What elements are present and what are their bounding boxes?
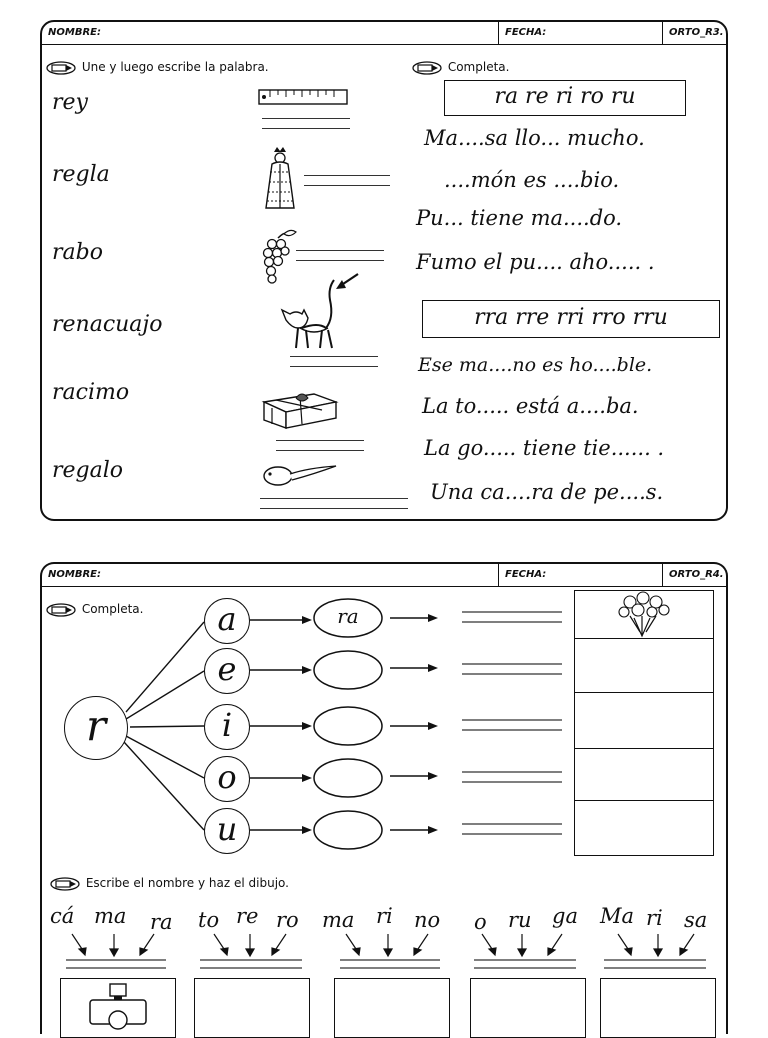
sentence-5: Ese ma....no es ho....ble.: [418, 354, 653, 376]
vowel-a: a: [217, 600, 237, 638]
answer-line[interactable]: [304, 185, 390, 186]
vowel-o: o: [217, 758, 237, 796]
word-rabo: rabo: [52, 240, 103, 265]
camera-icon: [86, 982, 150, 1024]
instruction-escribe: [50, 876, 289, 891]
syllable: ri: [646, 906, 663, 930]
syllable-box-rr: rra rre rri rro rru: [422, 300, 720, 338]
pencil-icon: [46, 61, 78, 75]
word-renacuajo: renacuajo: [52, 312, 163, 337]
vowel-circle-u: [204, 808, 250, 854]
syllable: re: [236, 904, 259, 928]
word-racimo: racimo: [52, 380, 130, 405]
instruction-right: [412, 60, 509, 75]
worksheet-orto-r3: [40, 20, 728, 521]
syllable: ra: [150, 910, 173, 934]
answer-line[interactable]: [262, 128, 350, 129]
syllable-answer-ra: ra: [337, 604, 359, 628]
vowel-circle-e: [204, 648, 250, 694]
answer-line[interactable]: [304, 175, 390, 176]
word-rey: rey: [52, 90, 88, 115]
drawing-box[interactable]: [194, 978, 310, 1038]
tadpole-icon: [262, 462, 338, 492]
drawing-box[interactable]: [600, 978, 716, 1038]
syllable: ma: [94, 904, 127, 928]
instruction-left-text: Une y luego escribe la palabra.: [81, 60, 269, 74]
drawing-box[interactable]: [470, 978, 586, 1038]
syllable: ri: [376, 904, 393, 928]
picture-divider: [574, 800, 714, 801]
sentence-1: Ma....sa llo... mucho.: [424, 126, 645, 150]
sentence-6: La to..... está a....ba.: [422, 394, 639, 418]
syllable: ru: [508, 908, 532, 932]
instruction-right-text: Completa.: [447, 60, 510, 74]
drawing-box[interactable]: [334, 978, 450, 1038]
sentence-8: Una ca....ra de pe....s.: [430, 480, 664, 504]
ruler-icon: [258, 88, 350, 108]
pencil-icon: [50, 877, 82, 891]
vowel-e: e: [217, 650, 237, 688]
picture-divider: [574, 748, 714, 749]
syllable: o: [474, 910, 487, 934]
picture-divider: [574, 638, 714, 639]
answer-line[interactable]: [260, 498, 408, 499]
syllable: no: [414, 908, 441, 932]
answer-line[interactable]: [276, 450, 364, 451]
pencil-icon: [412, 61, 444, 75]
name-field-label: NOMBRE:: [48, 569, 101, 580]
word-regalo: regalo: [52, 458, 124, 483]
cat-tail-icon: [278, 270, 364, 350]
syllable: sa: [684, 908, 708, 932]
syllable: ro: [276, 908, 299, 932]
vowel-circle-a: [204, 598, 250, 644]
answer-line[interactable]: [296, 260, 384, 261]
syllable: cá: [50, 904, 75, 928]
vowel-i: i: [221, 706, 233, 744]
syllable: ga: [552, 904, 578, 928]
syllable-box-r: ra re ri ro ru: [444, 80, 686, 116]
center-letter-circle: [64, 696, 128, 760]
syllable-arrows: [42, 930, 726, 974]
instruction-completa-text: Completa.: [81, 602, 144, 616]
date-field-label: FECHA:: [498, 564, 662, 586]
answer-line[interactable]: [260, 508, 408, 509]
answer-line[interactable]: [276, 440, 364, 441]
answer-line[interactable]: [262, 118, 350, 119]
syllable: Ma: [600, 904, 635, 928]
instruction-left: [46, 60, 269, 75]
vowel-circle-i: [204, 704, 250, 750]
answer-line[interactable]: [290, 366, 378, 367]
word-regla: regla: [52, 162, 110, 187]
gift-icon: [262, 388, 338, 430]
worksheet-code: ORTO_R3.: [662, 22, 726, 44]
answer-line[interactable]: [296, 250, 384, 251]
syllable: ma: [322, 908, 355, 932]
worksheet-orto-r4: [40, 562, 728, 1034]
instruction-escribe-text: Escribe el nombre y haz el dibujo.: [85, 876, 289, 890]
center-letter: r: [85, 701, 107, 750]
name-field-label: NOMBRE:: [48, 27, 101, 38]
vowel-circle-o: [204, 756, 250, 802]
king-icon: [260, 146, 300, 212]
sentence-4: Fumo el pu.... aho..... .: [416, 250, 655, 274]
flower-bouquet-icon: [610, 592, 676, 638]
vowel-u: u: [216, 810, 238, 848]
sentence-7: La go..... tiene tie...... .: [424, 436, 665, 460]
picture-divider: [574, 692, 714, 693]
answer-line[interactable]: [290, 356, 378, 357]
sentence-3: Pu... tiene ma....do.: [416, 206, 623, 230]
worksheet-code: ORTO_R4.: [662, 564, 726, 586]
syllable: to: [198, 908, 220, 932]
date-field-label: FECHA:: [498, 22, 662, 44]
worksheet-header: [42, 22, 726, 45]
sentence-2: ....món es ....bio.: [444, 168, 620, 192]
